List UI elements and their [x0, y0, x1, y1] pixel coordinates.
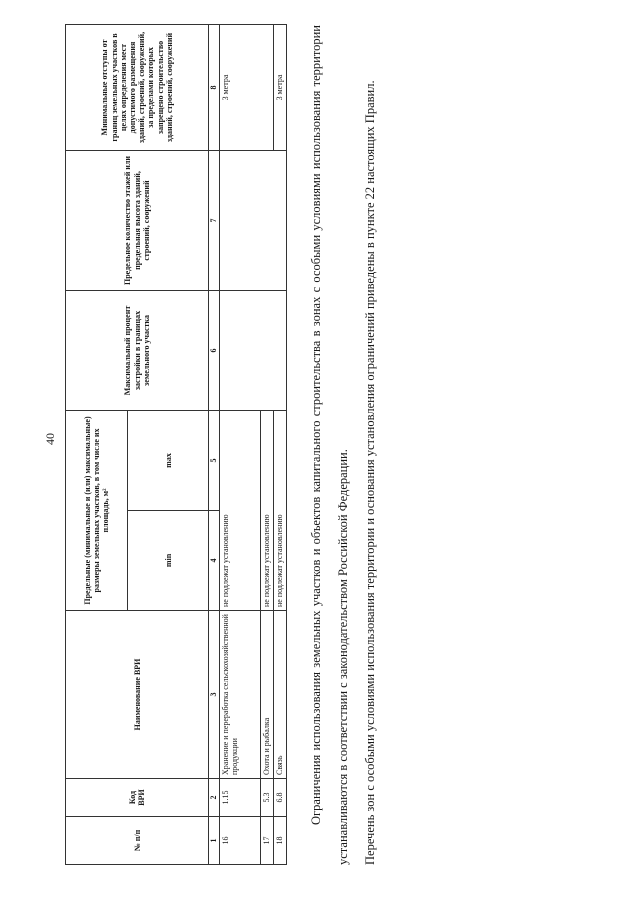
header-min: min — [128, 511, 209, 611]
index-cell: 8 — [209, 25, 220, 151]
header-sizes: Предельные (минимальные и (или) максимальные) размеры земельных участков, в том числе их площадь, м² — [66, 411, 128, 611]
row-floors — [220, 151, 287, 291]
row-num: 17 — [260, 817, 273, 865]
header-setback: Минимальные отступы от границ земельных участков в целях определения мест допустимого размещения зданий, строений, сооружений, за пределами которых запрещено строительство зданий, строений, сооружений — [66, 25, 209, 151]
index-cell: 7 — [209, 151, 220, 291]
index-cell: 1 — [209, 817, 220, 865]
row-setback: 3 метра — [220, 25, 274, 151]
row-sizes: не подлежат установлению — [260, 411, 273, 611]
header-code: Код ВРИ — [66, 779, 209, 817]
index-row — [209, 25, 220, 865]
row-name: Хранение и переработка сельскохозяйственной продукции — [220, 611, 261, 779]
row-setback: 3 метра — [273, 25, 286, 151]
header-max: max — [128, 411, 209, 511]
page-number: 40 — [43, 433, 57, 445]
index-cell: 6 — [209, 291, 220, 411]
header-name: Наименование ВРИ — [66, 611, 209, 779]
index-cell: 3 — [209, 611, 220, 779]
row-num: 18 — [273, 817, 286, 865]
row-sizes: не подлежат установлению — [220, 411, 261, 611]
row-code: 5.3 — [260, 779, 273, 817]
rotated-page-content — [65, 25, 385, 865]
row-name: Связь — [273, 611, 286, 779]
header-density: Максимальный процент застройки в границах земельного участка — [66, 291, 209, 411]
row-sizes: не подлежат установлению — [273, 411, 286, 611]
index-cell: 2 — [209, 779, 220, 817]
table-row — [220, 25, 261, 865]
paragraph-zones-list: Перечень зон с особыми условиями использования территории и основания установления ограничений приведены в пункте 22 настоящих Правил. — [363, 80, 377, 865]
row-code: 1.15 — [220, 779, 261, 817]
row-name: Охота и рыбалка — [260, 611, 273, 779]
index-cell: 4 — [209, 511, 220, 611]
row-density — [220, 291, 287, 411]
header-num: № п/п — [66, 817, 209, 865]
header-floors: Предельное количество этажей или предельная высота зданий, строений, сооружений — [66, 151, 209, 291]
regulations-table — [65, 24, 287, 865]
index-cell: 5 — [209, 411, 220, 511]
row-num: 16 — [220, 817, 261, 865]
row-code: 6.8 — [273, 779, 286, 817]
paragraph-restrictions: Ограничения использования земельных участков и объектов капитального строительства в зонах с особыми условиями использования территории устанавливаются в соответствии с законодательством Российской Федерации. — [309, 25, 350, 865]
